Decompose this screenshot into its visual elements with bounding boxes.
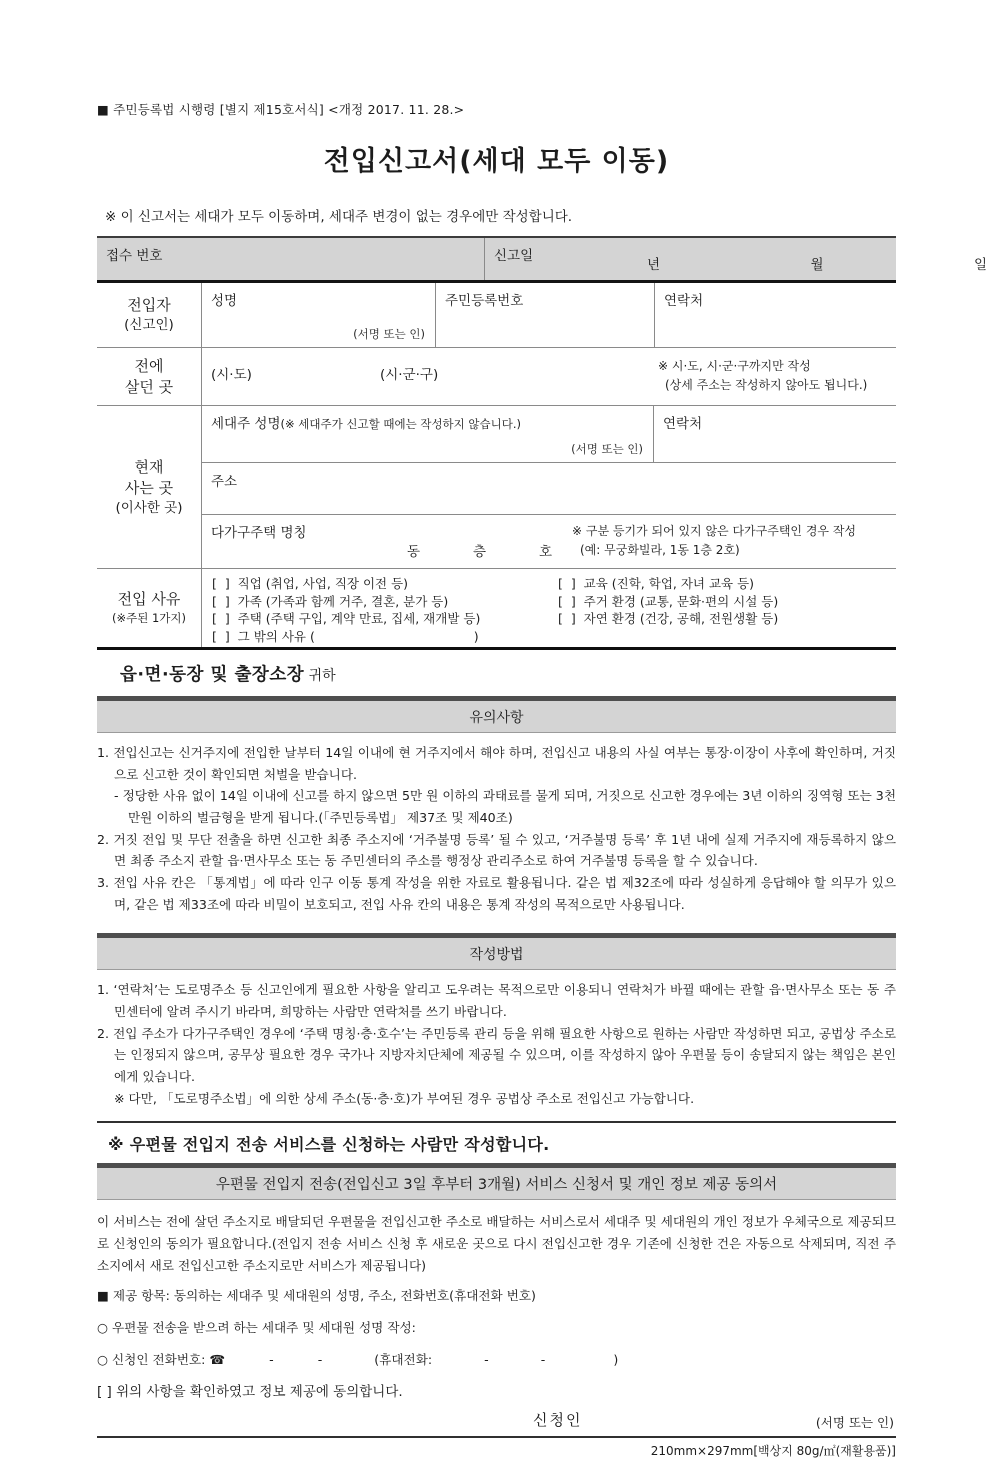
cheung-label: 층 xyxy=(472,544,487,560)
addressee-title: 읍·면·동장 및 출장소장 xyxy=(120,665,305,685)
previous-label-line1: 전에 xyxy=(134,356,164,375)
day-label: 일 xyxy=(973,257,987,273)
recipient-names-line: ○ 우편물 전송을 받으려 하는 세대주 및 세대원 성명 작성: xyxy=(97,1320,416,1336)
previous-note xyxy=(658,357,867,394)
address-label: 주소 xyxy=(211,474,238,490)
applicant-phone-line: ○ 신청인 전화번호: ☎ - - (휴대전화: - - ) xyxy=(97,1352,619,1368)
form-page xyxy=(97,0,987,1459)
head-contact-label: 연락처 xyxy=(663,416,703,432)
rrn-label: 주민등록번호 xyxy=(445,293,524,309)
notice-section-body xyxy=(97,733,896,923)
notice-item: 1. 전입신고는 신거주지에 전입한 날부터 14일 이내에 현 거주지에서 해야 하며, 전입신고 내용의 사실 여부는 통장·이장이 사후에 확인하며, 거짓으로 신고한 것이 확인되면 처벌을 받습니다. xyxy=(97,745,896,782)
ho-label: 호 xyxy=(538,544,552,560)
howto-item: 1. ‘연락처’는 도로명주소 등 신고인에게 필요한 사항을 알리고 도우려는 목적으로만 이용되니 연락처가 바뀔 때에는 관할 읍·면사무소 또는 동 주민센터에 알려 주시기 바라며, 희망하는 사람만 연락처를 쓰기 바랍니다. xyxy=(97,982,896,1019)
reason-column-right xyxy=(558,575,896,643)
receipt-no-cell xyxy=(97,238,485,280)
head-name-label: 세대주 성명 xyxy=(211,416,281,432)
previous-residence-row xyxy=(97,348,896,406)
previous-note-line2: (상세 주소는 작성하지 않아도 됩니다.) xyxy=(665,377,868,392)
multi-housing-label: 다가구주택 명칭 xyxy=(211,525,307,541)
mail-service-only-note: ※ 우편물 전입지 전송 서비스를 신청하는 사람만 작성합니다. xyxy=(108,1135,550,1155)
head-name-cell xyxy=(202,406,654,462)
mover-name-cell xyxy=(202,283,436,347)
applicant-label: 신청인 xyxy=(533,1411,583,1430)
head-contact-cell xyxy=(654,406,896,462)
main-form-table xyxy=(97,236,987,650)
year-label: 년 xyxy=(647,257,661,273)
mover-contact-cell xyxy=(655,283,896,347)
address-row xyxy=(202,463,896,515)
mover-label-line2: (신고인) xyxy=(124,317,174,334)
howto-section-header: 작성방법 xyxy=(97,933,896,970)
receipt-date-row xyxy=(97,238,987,283)
consent-checkbox-line: [ ] 위의 사항을 확인하였고 정보 제공에 동의합니다. xyxy=(97,1384,403,1401)
contact-label: 연락처 xyxy=(664,293,704,309)
dong-cheung-ho-line xyxy=(407,540,552,560)
mover-rrn-cell xyxy=(436,283,655,347)
mover-label-line1: 전입자 xyxy=(127,296,171,315)
reason-checkbox-job: [ ] 직업 (취업, 사업, 직장 이전 등) xyxy=(212,576,409,591)
reason-checkbox-housing: [ ] 주택 (주택 구입, 계약 만료, 집세, 재개발 등) xyxy=(212,611,481,626)
sign-or-seal-note: (서명 또는 인) xyxy=(353,327,425,341)
previous-label-line2: 살던 곳 xyxy=(124,377,174,396)
reason-checkbox-nature: [ ] 자연 환경 (건강, 공해, 전원생활 등) xyxy=(558,611,779,626)
reason-column-left xyxy=(212,575,558,643)
reason-row-label xyxy=(97,569,202,647)
receipt-no-label: 접수 번호 xyxy=(106,248,163,264)
howto-section-body xyxy=(97,970,896,1117)
sigungu-label: (시·군·구) xyxy=(380,367,439,383)
mail-service-description: 이 서비스는 전에 살던 주소지로 배달되던 우편물을 전입신고한 주소로 배달하는 서비스로서 세대주 및 세대원의 개인 정보가 우체국으로 제공되므로 신청인의 동의가 필요합니다.(전입지 전송 서비스 신청 후 새로운 곳으로 다시 전입신고한 경우 기존에 신청한 건은 자동으로 삭제되며, 직전 주소지에서 새로 전입신고한 주소지로만 서비스가 제공됩니다) xyxy=(97,1214,896,1273)
form-title: 전입신고서(세대 모두 이동) xyxy=(323,146,670,177)
multi-housing-note xyxy=(572,522,856,560)
paper-spec-note: 210mm×297mm[백상지 80g/㎡(재활용품)] xyxy=(650,1444,896,1459)
bottom-rule xyxy=(97,1436,896,1438)
month-label: 월 xyxy=(810,257,824,273)
move-in-reason-row xyxy=(97,569,896,650)
addressee-suffix: 귀하 xyxy=(308,668,336,684)
reason-checkbox-environment: [ ] 주거 환경 (교통, 문화·편의 시설 등) xyxy=(558,593,779,609)
mover-row xyxy=(97,283,896,348)
multi-family-housing-row xyxy=(202,515,896,568)
reason-checkbox-area xyxy=(202,569,896,647)
mover-row-label xyxy=(97,283,202,347)
doc-reference: ■ 주민등록법 시행령 [별지 제15호서식] <개정 2017. 11. 28.> xyxy=(97,102,465,117)
multi-housing-note-line1: ※ 구분 등기가 되어 있지 않은 다가구주택인 경우 작성 xyxy=(572,524,857,538)
reason-label-line2: (※주된 1가지) xyxy=(111,611,187,626)
current-residence-group xyxy=(97,406,896,569)
reason-checkbox-education: [ ] 교육 (진학, 학업, 자녀 교육 등) xyxy=(558,576,755,591)
current-row-label xyxy=(97,406,202,568)
sido-label: (시·도) xyxy=(211,367,252,383)
notice-section-header: 유의사항 xyxy=(97,696,896,733)
current-label-line1: 현재 xyxy=(134,457,164,476)
reason-checkbox-family: [ ] 가족 (가족과 함께 거주, 결혼, 분가 등) xyxy=(212,593,449,609)
head-name-note: (※ 세대주가 신고할 때에는 작성하지 않습니다.) xyxy=(280,417,522,431)
multi-housing-note-line2: (예: 무궁화빌라, 1동 1층 2호) xyxy=(580,543,740,558)
applicant-sign-note: (서명 또는 인) xyxy=(815,1415,894,1431)
howto-item: 2. 전입 주소가 다가구주택인 경우에 ‘주택 명칭·층·호수’는 주민등록 관리 등을 위해 필요한 사항으로 원하는 사람만 작성하면 되고, 공법상 주소로는 인정되지 않으며, 공무상 필요한 경우 국가나 지방자치단체에 제공될 수 있으며, 이를 작성하지 않아 우편물 등이 송달되지 않는 책임은 본인에게 있습니다. xyxy=(97,1025,896,1084)
notice-subitem: - 정당한 사유 없이 14일 이내에 신고를 하지 않으면 5만 원 이하의 과태료를 물게 되며, 거짓으로 신고한 경우에는 3년 이하의 징역형 또는 3천만원 이하의 벌금형을 받게 됩니다.(「주민등록법」 제37조 및 제40조) xyxy=(114,788,896,825)
current-residence-cells xyxy=(202,406,896,568)
head-of-household-row xyxy=(202,406,896,463)
current-label-line3: (이사한 곳) xyxy=(115,499,183,516)
head-sign-or-seal-note: (서명 또는 인) xyxy=(571,442,643,456)
signature-row xyxy=(97,1405,896,1432)
previous-row-label xyxy=(97,348,202,405)
form-scope-note: ※ 이 신고서는 세대가 모두 이동하며, 세대주 변경이 없는 경우에만 작성합니다. xyxy=(105,209,573,225)
dong-label: 동 xyxy=(407,544,421,560)
previous-note-line1: ※ 시·도, 시·군·구까지만 작성 xyxy=(658,359,811,373)
reason-label-line1: 전입 사유 xyxy=(117,590,181,609)
report-date-label: 신고일 xyxy=(494,248,534,264)
date-ymd-line xyxy=(647,253,987,273)
previous-residence-cell xyxy=(202,348,896,405)
addressee-line xyxy=(120,661,896,686)
provided-items-line: ■ 제공 항목: 동의하는 세대주 및 세대원의 성명, 주소, 전화번호(휴대전화 번호) xyxy=(97,1288,536,1304)
notice-item: 3. 전입 사유 칸은 「통계법」에 따라 인구 이동 통계 작성을 위한 자료로 활용됩니다. 같은 법 제32조에 따라 성실하게 응답해야 할 의무가 있으며, 같은 법 제33조에 따라 비밀이 보호되고, 전입 사유 칸의 내용은 통계 작성의 목적으로만 사용됩니다. xyxy=(97,874,896,912)
mail-service-section-header: 우편물 전입지 전송(전입신고 3일 후부터 3개월) 서비스 신청서 및 개인 정보 제공 동의서 xyxy=(97,1163,896,1200)
name-label: 성명 xyxy=(211,293,238,309)
howto-exception-note: ※ 다만, 「도로명주소법」에 의한 상세 주소(동·층·호)가 부여된 경우 공법상 주소로 전입신고 가능합니다. xyxy=(114,1090,695,1106)
report-date-cell xyxy=(485,238,987,280)
notice-item: 2. 거짓 전입 및 무단 전출을 하면 신고한 최종 주소지에 ‘거주불명 등록’ 될 수 있고, ‘거주불명 등록’ 후 1년 내에 실제 거주지에 재등록하지 않으면 최종 주소지 관할 읍·면사무소 또는 동 주민센터의 주소를 행정상 관리주소로 하여 거주불명 등록을 할 수 있습니다. xyxy=(97,831,896,869)
current-label-line2: 사는 곳 xyxy=(124,478,174,497)
reason-checkbox-other: [ ] 그 밖의 사유 ( ) xyxy=(212,628,479,644)
